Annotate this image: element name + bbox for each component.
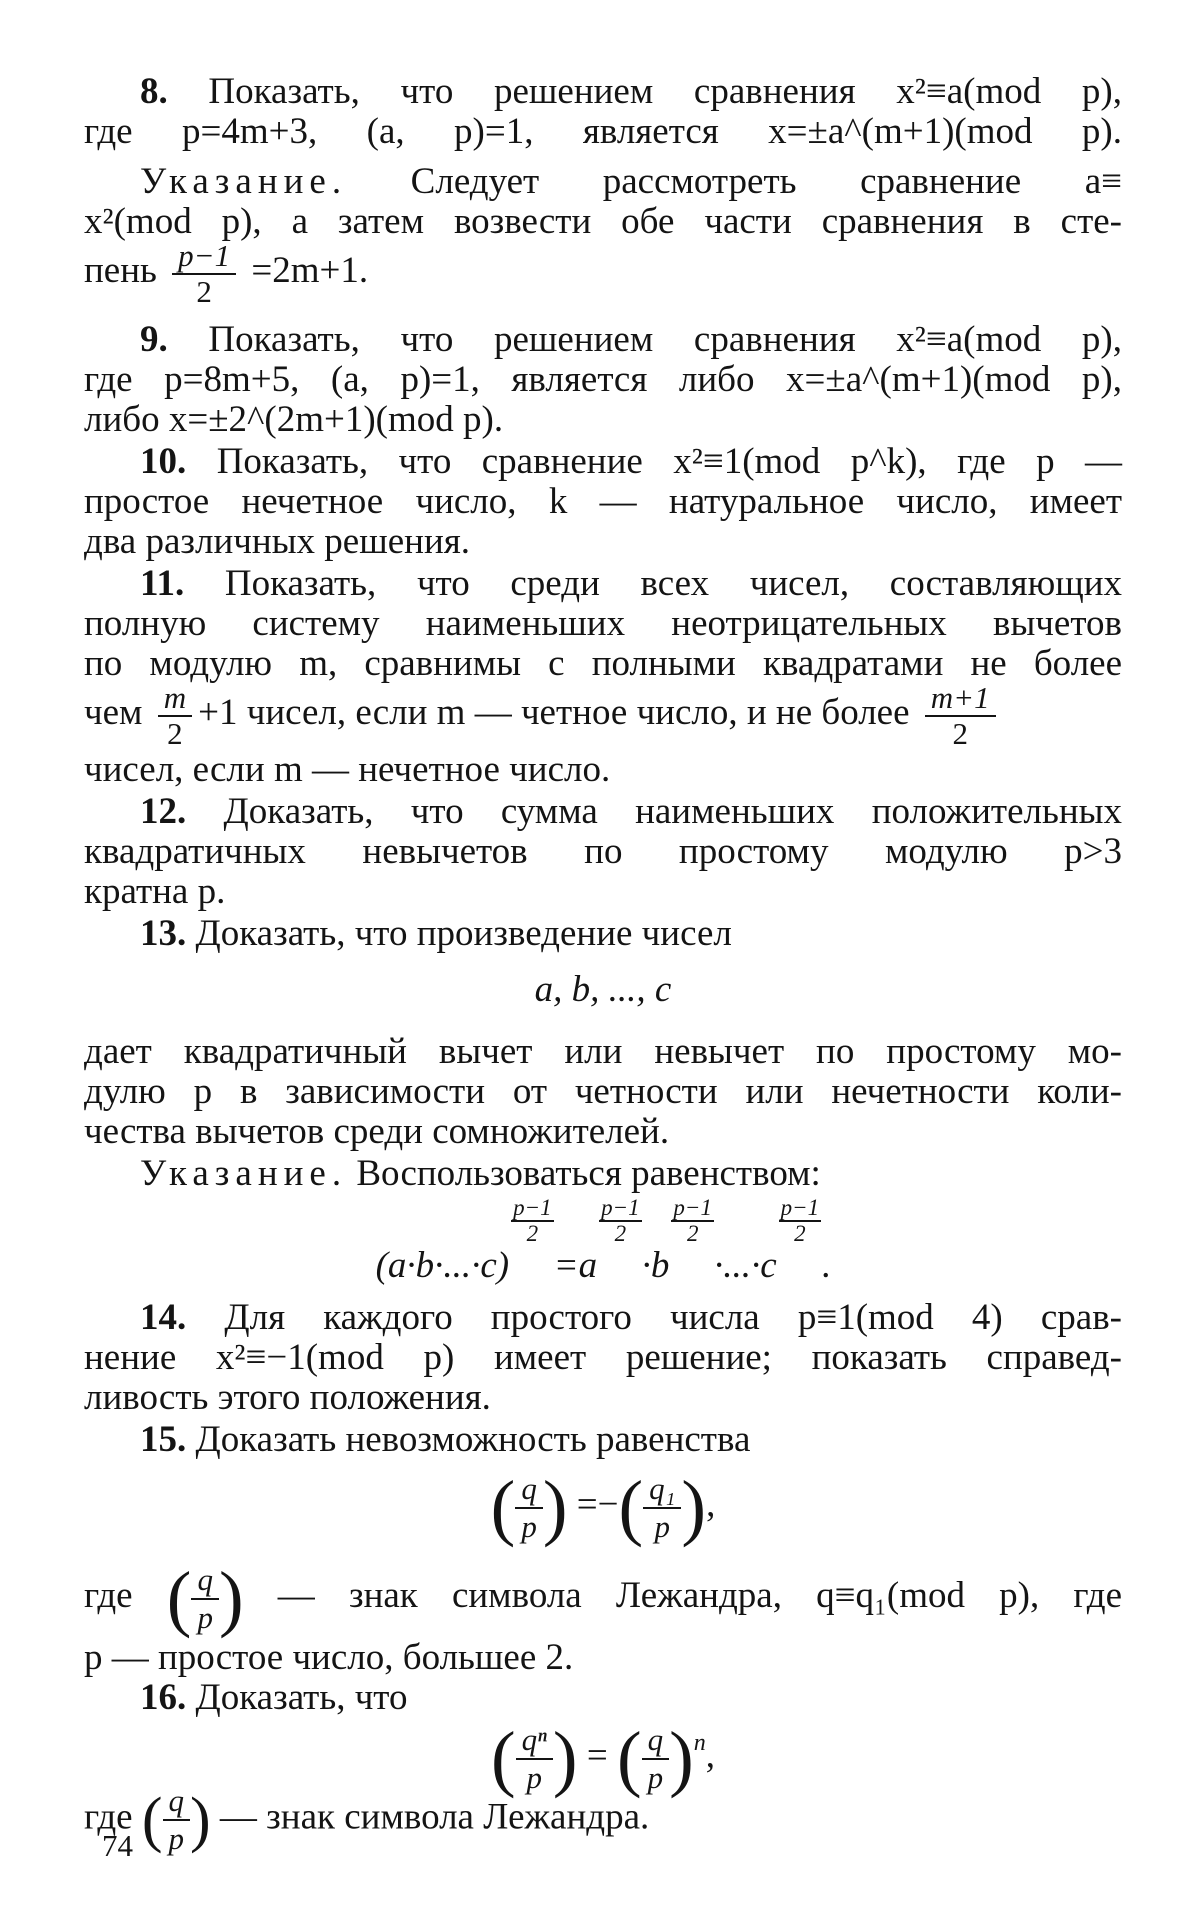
problem-14-line-1 — [84, 1296, 1122, 1340]
problem-9-line-1 — [84, 318, 1122, 362]
fraction-numerator: q₁ — [643, 1471, 681, 1509]
problem-15-line-2: где ( $\frac{q}{p}$ ) — знак символа Лежандра, q≡q₁(mod p), где — [84, 1557, 1123, 1640]
fraction-numerator: qⁿ — [516, 1722, 553, 1760]
problem-text: Доказать, что — [195, 1677, 408, 1718]
fraction-denominator: p — [197, 1599, 213, 1635]
problem-9-line-2: где p=8m+5, (a, p)=1, является либо x=±a^(m+1)(mod p), — [84, 359, 1122, 400]
exponent-fraction — [511, 1196, 554, 1246]
equation-part: =− — [576, 1484, 619, 1525]
problem-text: Показать, что среди всех чисел, составляющих — [224, 563, 1122, 604]
problem-number: 11. — [140, 563, 185, 604]
hint-13-equation — [84, 1196, 1122, 1306]
problem-text: где — [84, 1575, 133, 1616]
problem-10-line-3: два различных решения. — [84, 521, 471, 562]
hint-text: Следует рассмотреть сравнение a≡ — [410, 161, 1122, 202]
problem-11-line-1 — [84, 562, 1122, 606]
problem-15-equation: ( $\frac{q}{p}$ ) =−( $\frac{\text{q₁}}{p}$ ), — [490, 1466, 716, 1549]
fraction-numerator: p−1 — [601, 1195, 640, 1220]
fraction — [925, 681, 996, 751]
hint-8-line-2: x²(mod p), а затем возвести обе части сравнения в сте- — [84, 201, 1122, 242]
problem-12-line-1 — [84, 790, 1122, 834]
fraction-numerator: m — [158, 681, 192, 717]
problem-text: — знак символа Лежандра, q≡q₁(mod p), где — [277, 1575, 1123, 1616]
hint-label: Указание. — [140, 161, 348, 202]
fraction-numerator: m+1 — [925, 681, 996, 717]
problem-text: Для каждого простого числа p≡1(mod 4) срав- — [224, 1297, 1122, 1338]
equation-part: , — [705, 1735, 715, 1776]
equation-part: ·b — [641, 1245, 670, 1286]
fraction-denominator: 2 — [167, 715, 183, 751]
legendre-symbol — [163, 1783, 191, 1857]
problem-text: чем — [84, 692, 143, 733]
fraction-denominator: 2 — [196, 273, 212, 309]
problem-13-formula: a, b, ..., c — [534, 969, 672, 1010]
problem-12-line-3: кратна p. — [84, 871, 226, 912]
problem-text: Показать, что сравнение x²≡1(mod p^k), где p — — [216, 441, 1123, 482]
problem-text: Показать, что решением сравнения x²≡a(mod p), — [208, 71, 1122, 112]
problem-number: 15. — [140, 1419, 187, 1460]
equation-part: (a·b·...·c) — [375, 1245, 510, 1286]
problem-10-line-1 — [84, 440, 1122, 484]
problem-11-line-2: полную систему наименьших неотрицательных вычетов — [84, 603, 1122, 644]
legendre-symbol — [191, 1562, 219, 1636]
fraction-denominator: p — [647, 1759, 664, 1795]
problem-15-line-3: p — простое число, большее 2. — [84, 1637, 574, 1678]
fraction-numerator: q — [515, 1471, 543, 1509]
hint-text: Воспользоваться равенством: — [356, 1153, 821, 1194]
problem-number: 12. — [140, 791, 187, 832]
problem-text: +1 чисел, если m — четное число, и не более — [198, 692, 910, 733]
hint-text: =2m+1. — [251, 250, 369, 291]
hint-label: Указание. — [140, 1153, 348, 1194]
exponent: n — [693, 1729, 706, 1756]
exponent-fraction — [779, 1196, 822, 1246]
problem-text: Показать, что решением сравнения x²≡a(mod p), — [208, 319, 1122, 360]
fraction-denominator: 2 — [614, 1221, 627, 1246]
problem-12-line-2: квадратичных невычетов по простому модулю p>3 — [84, 831, 1122, 872]
fraction-numerator: p−1 — [780, 1195, 820, 1220]
hint-8-line-3 — [84, 236, 1122, 309]
fraction-numerator: p−1 — [673, 1195, 712, 1220]
problem-text: — знак символа Лежандра. — [219, 1796, 650, 1838]
fraction — [158, 681, 192, 751]
equation-part: ·...·c — [713, 1245, 777, 1286]
problem-8-line-2: где p=4m+3, (a, p)=1, является x=±a^(m+1)(mod p). — [84, 111, 1122, 152]
hint-13 — [84, 1152, 1122, 1196]
problem-text: Доказать, что произведение чисел — [195, 913, 732, 954]
problem-14-line-2: нение x²≡−1(mod p) имеет решение; показать справед- — [84, 1337, 1122, 1378]
problem-11-line-4 — [84, 676, 1122, 751]
problem-15-line-1 — [84, 1418, 1122, 1462]
exponent-fraction — [671, 1196, 714, 1246]
fraction-denominator: p — [168, 1821, 184, 1856]
equation-part: . — [821, 1245, 831, 1286]
fraction-denominator: p — [654, 1508, 671, 1544]
problem-number: 10. — [140, 441, 187, 482]
fraction-numerator: q — [642, 1722, 670, 1760]
problem-text: где — [84, 1796, 133, 1838]
fraction-denominator: 2 — [794, 1221, 806, 1246]
exponent-fraction — [599, 1196, 642, 1246]
equation-part: , — [706, 1484, 716, 1525]
problem-16-line-2: где ( $\frac{q}{p}$ ) — знак символа Лежандра. — [84, 1783, 650, 1856]
fraction-denominator: 2 — [952, 715, 968, 751]
problem-11-line-3: по модулю m, сравнимы с полными квадратами не более — [84, 643, 1122, 684]
problem-13-line-2: дает квадратичный вычет или невычет по простому мо- — [84, 1031, 1122, 1072]
hint-text: пень — [84, 250, 157, 291]
problem-text: Доказать, что сумма наименьших положительных — [223, 791, 1123, 832]
problem-8-line-1 — [84, 70, 1122, 114]
problem-9-line-3: либо x=±2^(2m+1)(mod p). — [84, 399, 504, 440]
fraction-numerator: p−1 — [172, 239, 236, 275]
legendre-symbol — [515, 1471, 543, 1545]
problem-number: 13. — [140, 913, 187, 954]
fraction-denominator: p — [521, 1508, 537, 1544]
legendre-symbol — [643, 1471, 681, 1545]
problem-14-line-3: ливость этого положения. — [84, 1377, 491, 1418]
equation-part: =a — [553, 1245, 598, 1286]
problem-13-line-3: дулю p в зависимости от четности или нечетности коли- — [84, 1071, 1122, 1112]
problem-number: 8. — [140, 71, 168, 112]
problem-number: 9. — [140, 319, 168, 360]
fraction-numerator: q — [163, 1783, 191, 1821]
fraction-denominator: 2 — [686, 1221, 699, 1246]
fraction-denominator: p — [526, 1759, 543, 1795]
problem-number: 16. — [140, 1677, 187, 1718]
fraction-denominator: 2 — [526, 1221, 539, 1246]
fraction-numerator: p−1 — [513, 1195, 552, 1220]
problem-10-line-2: простое нечетное число, k — натуральное число, имеет — [84, 481, 1122, 522]
problem-11-line-5: чисел, если m — нечетное число. — [84, 749, 611, 790]
problem-text: Доказать невозможность равенства — [195, 1419, 751, 1460]
problem-13-line-4: чества вычетов среди сомножителей. — [84, 1111, 670, 1152]
problem-16-line-1 — [84, 1676, 1122, 1720]
problem-13-line-1 — [84, 912, 1122, 956]
page-number: 74 — [102, 1828, 133, 1863]
fraction — [172, 239, 236, 309]
equation-part: = — [586, 1735, 608, 1776]
problem-number: 14. — [140, 1297, 187, 1338]
fraction-numerator: q — [191, 1562, 219, 1600]
hint-8-line-1 — [84, 160, 1122, 204]
problem-16-equation: ( $\frac{\text{qⁿ}}{p}$ ) = ( $\frac{q}{p}$ )$^n$, — [490, 1717, 715, 1800]
